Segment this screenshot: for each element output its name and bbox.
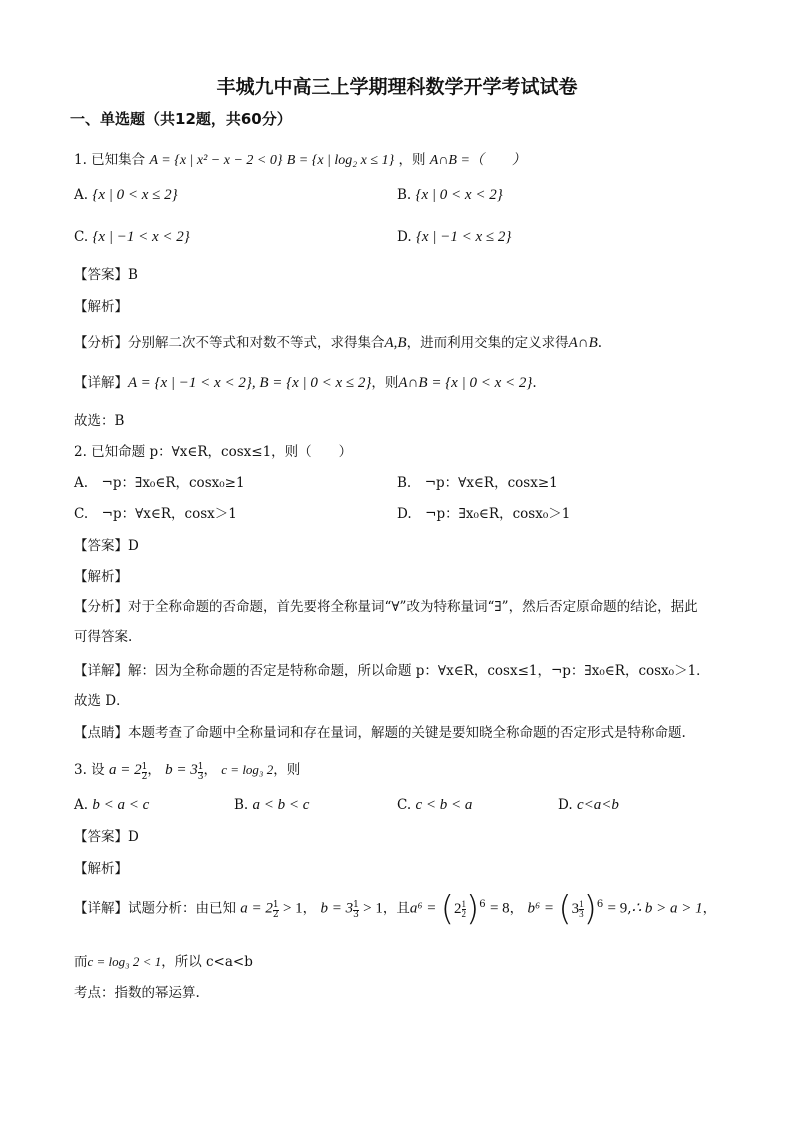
q3-option-b bbox=[234, 796, 309, 814]
q3-b-exponent: $\frac{1}{3}$ bbox=[197, 761, 204, 782]
q3-xiangjie: 【详解】试题分析：由已知 a = 2 $\frac{1}{2}$ > 1， b = 3 $\frac{1}{3}$ > 1，且a⁶ = (2 $\frac{1}{2}$ )$^6$ = 8， b⁶ = (3 $\frac{1}{3}$ )$^6$ = 9,∴ b > a > 1， bbox=[74, 889, 717, 929]
q3-stem-prefix: 3. 设 bbox=[74, 762, 105, 778]
q1-set-a: A = {x | x² − x − 2 < 0} bbox=[149, 153, 283, 168]
q3-xj-eq8: = 8 bbox=[489, 900, 510, 917]
option-text: {x | 0 < x < 2} bbox=[415, 187, 503, 203]
q1-ask: A∩B =（ ） bbox=[429, 153, 526, 168]
option-letter: A. bbox=[74, 797, 89, 813]
q3-xj-conclusion: ∴ b > a > 1 bbox=[631, 900, 703, 917]
q1-fenxi: 【分析】分别解二次不等式和对数不等式，求得集合A,B，进而利用交集的定义求得A∩B. bbox=[74, 335, 603, 351]
q3-xj-and: ，且 bbox=[382, 900, 410, 917]
q1-xiangjie-result: A∩B = {x | 0 < x < 2} bbox=[398, 375, 533, 391]
document-title: 丰城九中高三上学期理科数学开学考试试卷 bbox=[216, 76, 578, 98]
option-text: {x | 0 < x ≤ 2} bbox=[92, 187, 178, 203]
q1-option-d bbox=[397, 228, 511, 246]
q3-xj-a-exponent: $\frac{1}{2}$ bbox=[272, 900, 279, 920]
option-text: c < b < a bbox=[415, 797, 473, 813]
option-letter: D. bbox=[558, 797, 573, 813]
q2-final: 故选 D． bbox=[74, 693, 130, 709]
q2-option-c: C. ¬p：∀x∈R，cosx＞1 bbox=[74, 506, 237, 522]
q2-option-d: D. ¬p：∃x₀∈R，cosx₀＞1 bbox=[397, 506, 571, 522]
q2-answer: 【答案】D bbox=[74, 538, 139, 554]
q1-answer: 【答案】B bbox=[74, 267, 138, 283]
q3-xj-b-exponent: $\frac{1}{3}$ bbox=[353, 900, 359, 920]
q3-a-def: a = 2 bbox=[108, 762, 142, 778]
q2-fenxi-line1: 【分析】对于全称命题的否命题，首先要将全称量词“∀”改为特称量词“∃”，然后否定原命题的结论，据此 bbox=[74, 599, 698, 615]
q3-xj-b-gt1: > 1 bbox=[363, 900, 383, 917]
q1-stem bbox=[74, 151, 526, 170]
q1-option-a bbox=[74, 186, 178, 204]
q3-option-d bbox=[558, 796, 619, 814]
option-letter: C. bbox=[397, 797, 412, 813]
q1-fenxi-sets: A,B bbox=[384, 335, 407, 351]
option-text: b < a < c bbox=[92, 797, 150, 813]
option-text: {x | −1 < x ≤ 2} bbox=[415, 229, 512, 245]
right-paren-icon: ) bbox=[466, 889, 480, 929]
q1-xiangjie-a: A = {x | −1 < x < 2} bbox=[128, 375, 252, 391]
option-text: a < b < c bbox=[252, 797, 310, 813]
q1-xiangjie: 【详解】A = {x | −1 < x < 2}, B = {x | 0 < x ≤ 2}，则A∩B = {x | 0 < x < 2}. bbox=[74, 375, 537, 391]
q2-stem: 2. 已知命题 p：∀x∈R，cosx≤1，则（ ） bbox=[74, 444, 353, 460]
q1-final: 故选：B bbox=[74, 413, 125, 429]
q1-analysis-label: 【解析】 bbox=[74, 299, 128, 315]
q2-option-b: B. ¬p：∀x∈R，cosx≥1 bbox=[397, 475, 558, 491]
q3-xj-eq9: = 9 bbox=[607, 900, 628, 917]
q3-xj-a6: a⁶ = bbox=[409, 900, 437, 917]
q3-xj-label: 【详解】试题分析：由已知 bbox=[74, 900, 236, 917]
q3-analysis-label: 【解析】 bbox=[74, 861, 128, 877]
q3-stem-suffix: ，则 bbox=[273, 762, 301, 778]
q2-dianjing: 【点睛】本题考查了命题中全称量词和存在量词，解题的关键是要知晓全称命题的否定形式是特称命题. bbox=[74, 725, 686, 741]
q1-stem-prefix: 1. 已知集合 bbox=[74, 152, 146, 168]
q3-xj-b6: b⁶ = bbox=[527, 900, 555, 917]
right-paren-icon: ) bbox=[583, 889, 597, 929]
q3-kaodian: 考点：指数的幂运算. bbox=[74, 985, 200, 1001]
q3-line2 bbox=[74, 953, 253, 971]
q3-a-exponent: $\frac{1}{2}$ bbox=[141, 761, 148, 782]
q1-option-c bbox=[74, 228, 190, 246]
option-text: c<a<b bbox=[576, 797, 619, 813]
option-letter: B. bbox=[234, 797, 249, 813]
q1-xiangjie-label: 【详解】 bbox=[74, 375, 128, 391]
q1-fenxi-result: A∩B bbox=[568, 335, 598, 351]
q1-xiangjie-b: , B = {x | 0 < x ≤ 2} bbox=[251, 375, 372, 391]
q1-fenxi-text: 【分析】分别解二次不等式和对数不等式，求得集合 bbox=[74, 335, 385, 351]
q3-xj-a6-base: 2 $\frac{1}{2}$ bbox=[454, 898, 466, 919]
q3-c-def: c = log₃ 2 bbox=[221, 762, 274, 777]
option-letter: C. bbox=[74, 229, 89, 245]
q3-option-a bbox=[74, 796, 149, 814]
q2-option-a: A. ¬p：∃x₀∈R，cosx₀≥1 bbox=[74, 475, 245, 491]
q1-option-b bbox=[397, 186, 503, 204]
q3-line2-suffix: ，所以 c<a<b bbox=[161, 954, 253, 970]
q2-analysis-label: 【解析】 bbox=[74, 569, 128, 585]
option-letter: D. bbox=[397, 229, 412, 245]
q3-b-def: b = 3 bbox=[165, 762, 198, 778]
q3-stem: 3. 设 a = 2 $\frac{1}{2}$ ， b = 3 $\frac{1}{3}$ ， c = log₃ 2，则 bbox=[74, 761, 301, 782]
q2-xiangjie: 【详解】解：因为全称命题的否定是特称命题，所以命题 p：∀x∈R，cosx≤1，¬p：∃x₀∈R，cosx₀＞1． bbox=[74, 663, 710, 679]
option-text: {x | −1 < x < 2} bbox=[92, 229, 190, 245]
left-paren-icon: ( bbox=[440, 889, 454, 929]
left-paren-icon: ( bbox=[558, 889, 572, 929]
q3-line2-c: c = log₃ 2 < 1 bbox=[87, 954, 162, 969]
q1-stem-suffix: ，则 bbox=[398, 152, 426, 168]
q3-xj-a: a = 2 bbox=[240, 900, 273, 917]
section-heading: 一、单选题（共12题，共60分） bbox=[70, 110, 292, 128]
option-letter: B. bbox=[397, 187, 412, 203]
q3-xj-b6-base: 3 $\frac{1}{3}$ bbox=[571, 898, 584, 919]
q3-option-c bbox=[397, 796, 472, 814]
q3-xj-b: b = 3 bbox=[320, 900, 354, 917]
q3-xj-a-gt1: > 1 bbox=[282, 900, 303, 917]
q1-set-b: B = {x | log₂ x ≤ 1} bbox=[286, 153, 395, 168]
q3-answer: 【答案】D bbox=[74, 829, 139, 845]
q2-fenxi-line2: 可得答案. bbox=[74, 629, 133, 645]
q3-line2-prefix: 而 bbox=[74, 954, 88, 970]
q1-fenxi-tail: ，进而利用交集的定义求得 bbox=[406, 335, 569, 351]
q1-xiangjie-then: ，则 bbox=[371, 375, 399, 391]
option-letter: A. bbox=[74, 187, 89, 203]
